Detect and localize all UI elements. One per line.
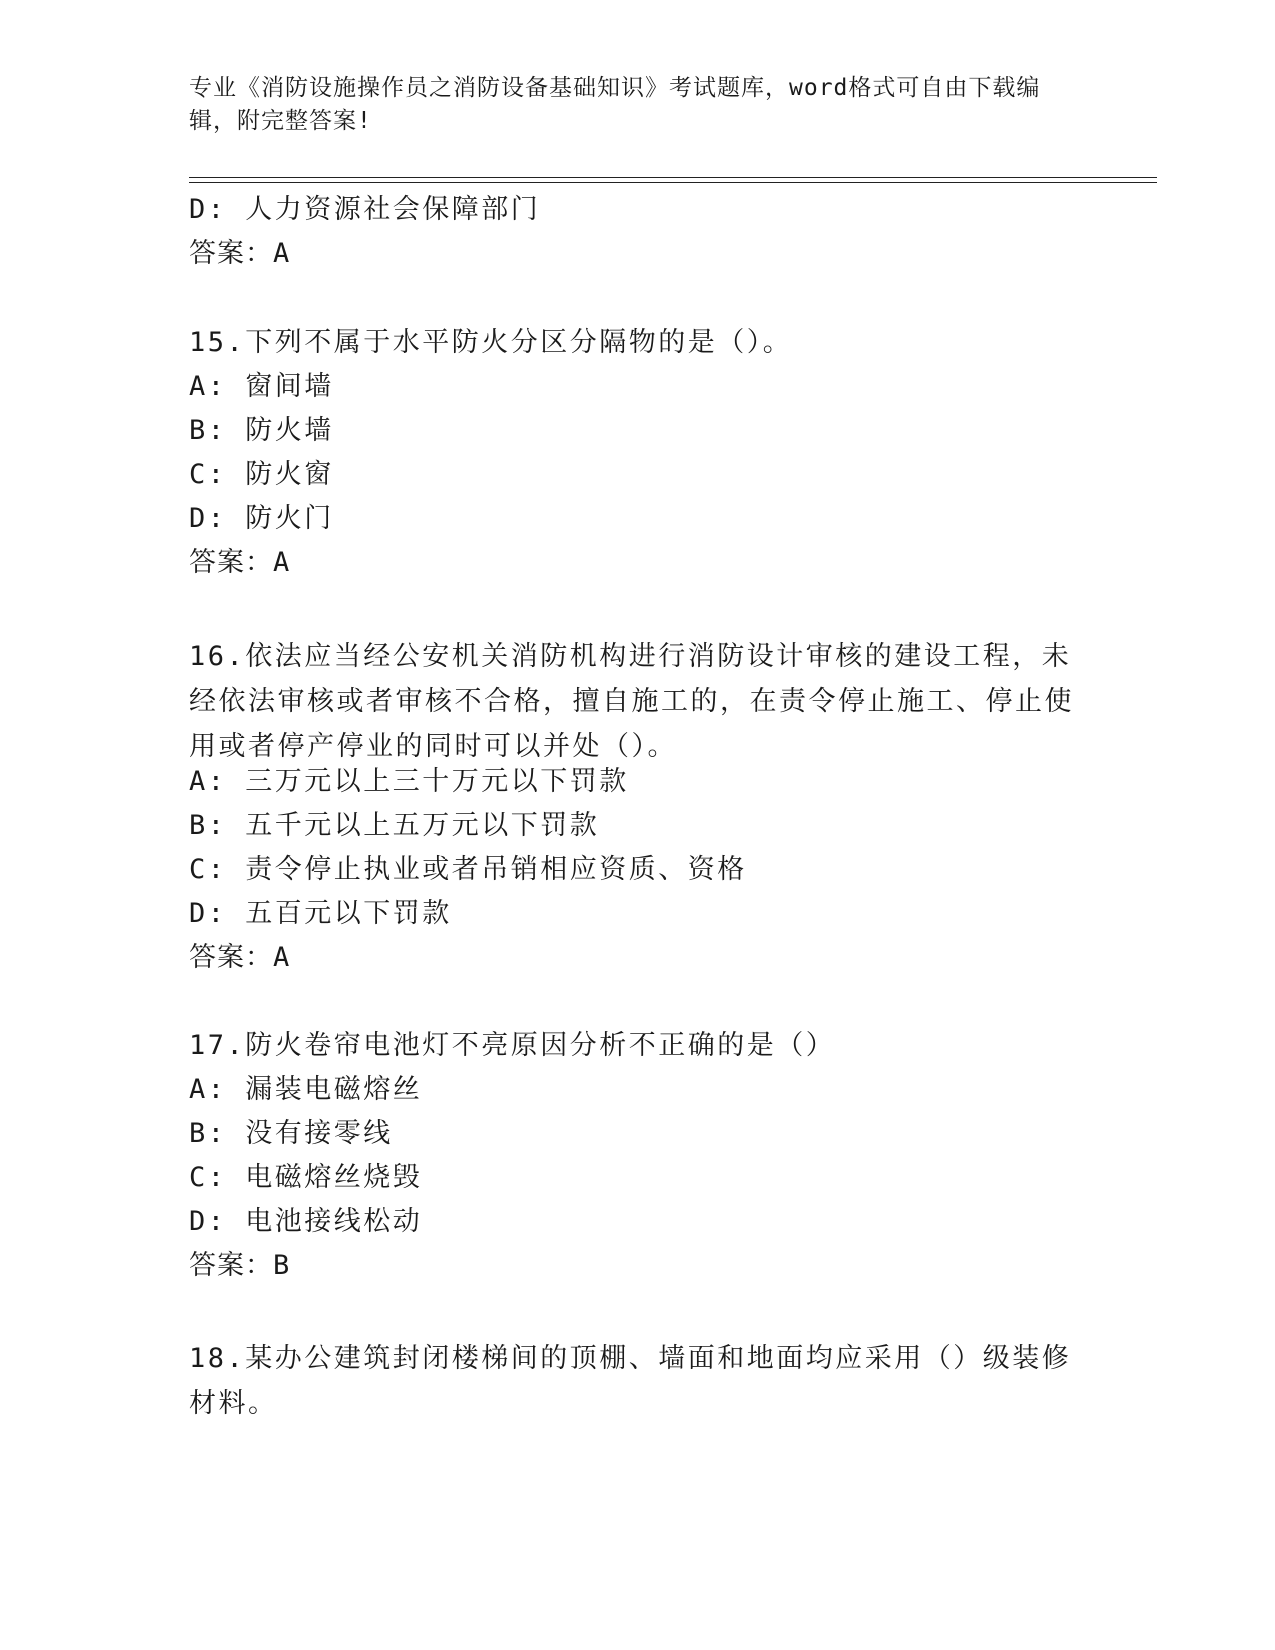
question-16-answer: 答案：A	[189, 942, 291, 973]
question-17-option-d: D: 电池接线松动	[189, 1206, 423, 1237]
question-18-stem: 18.某办公建筑封闭楼梯间的顶棚、墙面和地面均应采用（）级装修材料。	[189, 1343, 1072, 1419]
question-16-option-a: A: 三万元以上三十万元以下罚款	[189, 766, 629, 797]
question-15-option-b: B: 防火墙	[189, 415, 334, 446]
question-17-stem: 17.防火卷帘电池灯不亮原因分析不正确的是（）	[189, 1030, 836, 1061]
prev-answer: 答案：A	[189, 238, 291, 269]
question-17-option-c: C: 电磁熔丝烧毁	[189, 1162, 423, 1193]
question-16-option-d: D: 五百元以下罚款	[189, 898, 452, 929]
document-header: 专业《消防设施操作员之消防设备基础知识》考试题库，word格式可自由下载编辑，附完整答案!	[189, 75, 1041, 134]
prev-option-d: D: 人力资源社会保障部门	[189, 194, 541, 225]
header-divider-top	[189, 177, 1157, 178]
question-15-stem: 15.下列不属于水平防火分区分隔物的是（）。	[189, 327, 793, 358]
question-16-stem: 16.依法应当经公安机关消防机构进行消防设计审核的建设工程，未经依法审核或者审核不合格，擅自施工的，在责令停止施工、停止使用或者停产停业的同时可以并处（）。	[189, 641, 1074, 762]
question-17-option-a: A: 漏装电磁熔丝	[189, 1074, 423, 1105]
question-15-option-d: D: 防火门	[189, 503, 334, 534]
question-17-answer: 答案：B	[189, 1250, 291, 1281]
question-17-option-b: B: 没有接零线	[189, 1118, 393, 1149]
question-15-answer: 答案：A	[189, 547, 291, 578]
header-divider-bottom	[189, 182, 1157, 183]
question-16-option-c: C: 责令停止执业或者吊销相应资质、资格	[189, 854, 747, 885]
question-16-option-b: B: 五千元以上五万元以下罚款	[189, 810, 600, 841]
question-15-option-c: C: 防火窗	[189, 459, 334, 490]
question-15-option-a: A: 窗间墙	[189, 371, 334, 402]
